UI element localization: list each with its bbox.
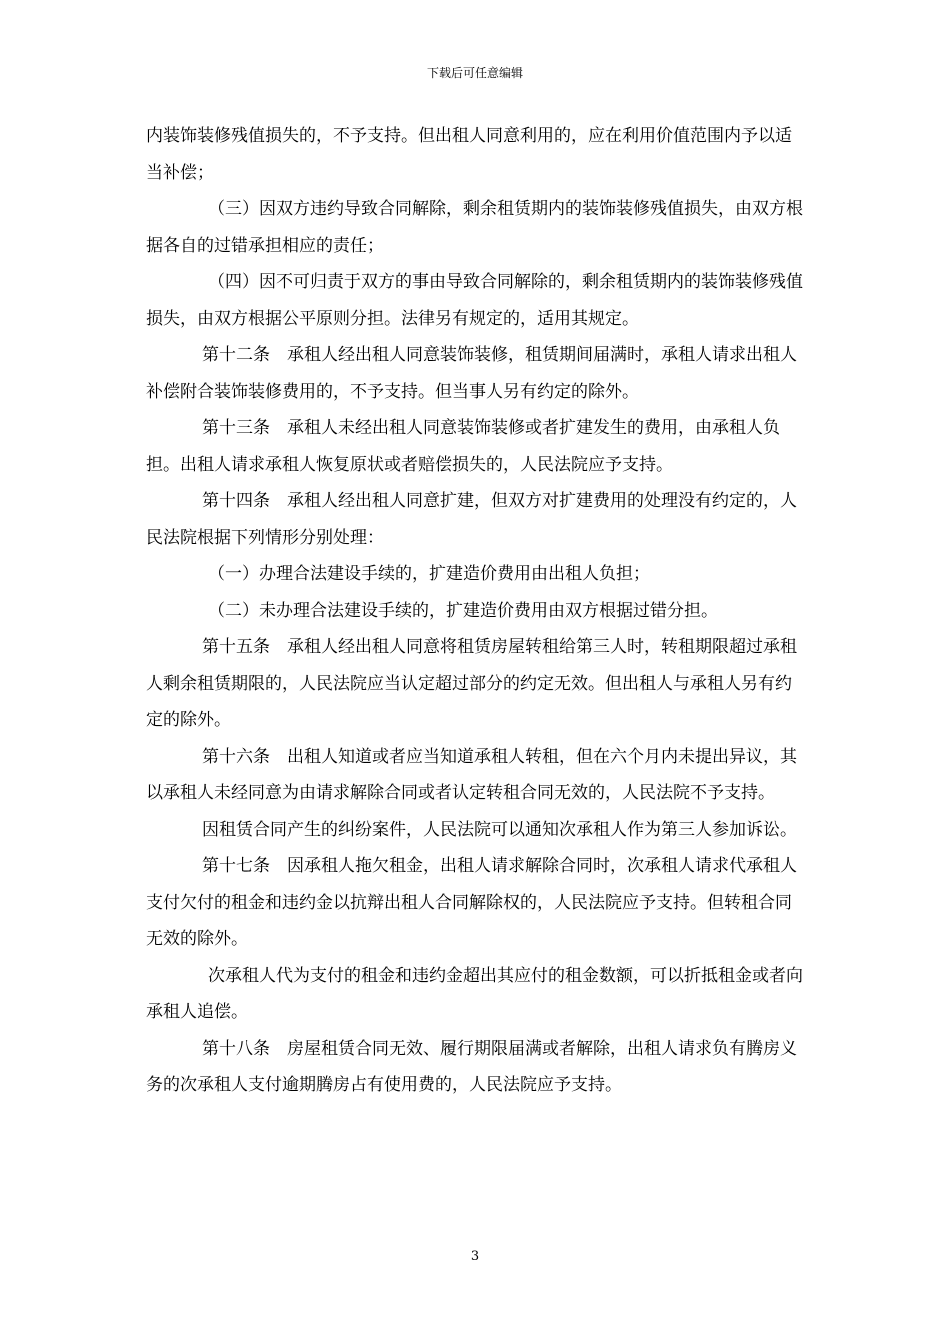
page-number: 3 bbox=[470, 1249, 480, 1264]
article-16-paragraph-2: 因租赁合同产生的纠纷案件，人民法院可以通知次承租人作为第三人参加诉讼。 bbox=[202, 819, 797, 840]
paragraph-continuation: 内装饰装修残值损失的，不予支持。但出租人同意利用的，应在利用价值范围内予以适当补偿； bbox=[146, 126, 792, 183]
article-17-paragraph-2: 次承租人代为支付的租金和违约金超出其应付的租金数额，可以折抵租金或者向承租人追偿。 bbox=[146, 965, 803, 1022]
document-body bbox=[146, 118, 806, 1104]
article-17: 第十七条 因承租人拖欠租金，出租人请求解除合同时，次承租人请求代承租人支付欠付的租金和违约金以抗辩出租人合同解除权的，人民法院应予支持。但转租合同无效的除外。 bbox=[146, 856, 797, 949]
paragraph-item-3: （三）因双方违约导致合同解除，剩余租赁期内的装饰装修残值损失，由双方根据各自的过错承担相应的责任； bbox=[146, 199, 803, 256]
article-18: 第十八条 房屋租赁合同无效、履行期限届满或者解除，出租人请求负有腾房义务的次承租人支付逾期腾房占有使用费的，人民法院应予支持。 bbox=[146, 1038, 797, 1095]
article-13: 第十三条 承租人未经出租人同意装饰装修或者扩建发生的费用，由承租人负担。出租人请求承租人恢复原状或者赔偿损失的，人民法院应予支持。 bbox=[146, 418, 780, 475]
article-14-item-1: （一）办理合法建设手续的，扩建造价费用由出租人负担； bbox=[208, 564, 650, 584]
paragraph-item-4: （四）因不可归责于双方的事由导致合同解除的，剩余租赁期内的装饰装修残值损失，由双方根据公平原则分担。法律另有规定的，适用其规定。 bbox=[146, 272, 803, 329]
article-14: 第十四条 承租人经出租人同意扩建，但双方对扩建费用的处理没有约定的，人民法院根据下列情形分别处理： bbox=[146, 491, 797, 548]
article-16: 第十六条 出租人知道或者应当知道承租人转租，但在六个月内未提出异议，其以承租人未经同意为由请求解除合同或者认定转租合同无效的，人民法院不予支持。 bbox=[146, 746, 797, 803]
article-12: 第十二条 承租人经出租人同意装饰装修，租赁期间届满时，承租人请求出租人补偿附合装饰装修费用的，不予支持。但当事人另有约定的除外。 bbox=[146, 345, 797, 402]
article-14-item-2: （二）未办理合法建设手续的，扩建造价费用由双方根据过错分担。 bbox=[208, 600, 718, 621]
page-header: 下载后可任意编辑 bbox=[426, 66, 523, 80]
article-15: 第十五条 承租人经出租人同意将租赁房屋转租给第三人时，转租期限超过承租人剩余租赁期限的，人民法院应当认定超过部分的约定无效。但出租人与承租人另有约定的除外。 bbox=[146, 637, 797, 730]
